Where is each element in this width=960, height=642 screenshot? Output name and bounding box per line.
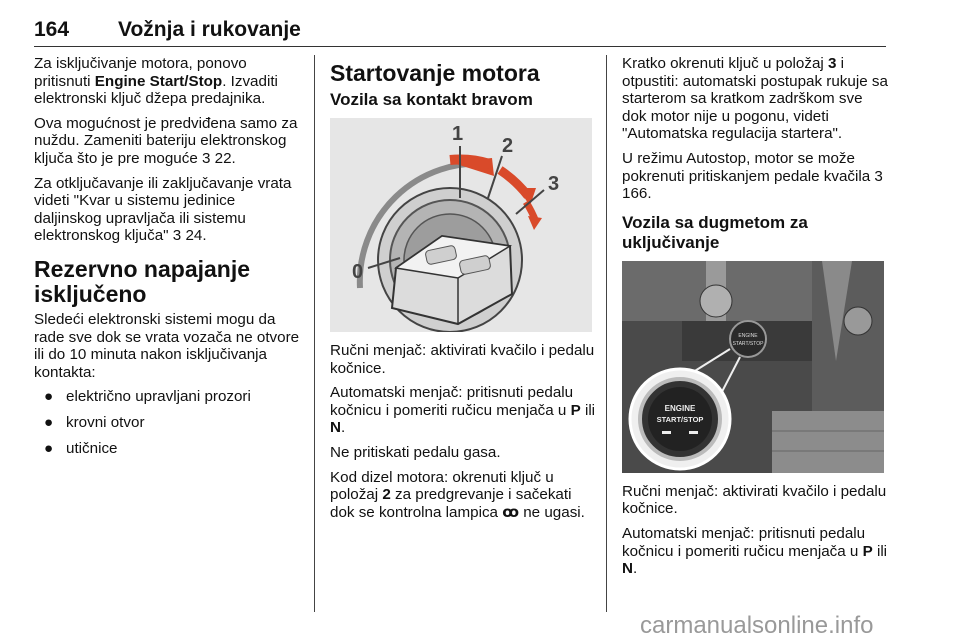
- paragraph-automatic: Automatski menjač: pritisnuti pedalu kočnicu i pomeriti ručicu menjača u P ili N.: [330, 384, 596, 437]
- paragraph-automatic: Automatski menjač: pritisnuti pedalu kočnicu i pomeriti ručicu menjača u P ili N.: [622, 524, 888, 578]
- page-title: Vožnja i rukovanje: [118, 18, 301, 41]
- page-reference[interactable]: 3 22.: [202, 149, 236, 167]
- button-label: ENGINE: [664, 403, 696, 413]
- paragraph-engine-off: Za isključivanje motora, ponovo pritisnuti Engine Start/Stop. Izvaditi elektronski ključ džepa predajnika.: [34, 55, 278, 108]
- bullet-icon: ●: [44, 413, 54, 431]
- column-left: [34, 55, 304, 465]
- page-reference[interactable]: 3 24.: [172, 227, 207, 245]
- page-header: [34, 0, 886, 47]
- list-item: ● utičnice: [44, 439, 118, 457]
- paragraph-manual: Ručni menjač: aktivirati kvačilo i pedalu kočnice.: [330, 342, 595, 377]
- paragraph-unlock: Za otključavanje ili zaključavanje vrata videti "Kvar u sistemu jedinice daljinskog upravljača ili sistemu elektronskog ključa" 3 24.: [34, 174, 292, 245]
- position-label: 0: [352, 261, 364, 283]
- svg-text:ENGINE: ENGINE: [738, 332, 758, 339]
- paragraph-manual: Ručni menjač: aktivirati kvačilo i pedalu kočnice.: [622, 482, 887, 518]
- page-number: 164: [34, 18, 70, 41]
- bullet-icon: ●: [44, 388, 54, 406]
- page-reference[interactable]: 3 166.: [622, 167, 883, 203]
- position-label: 2: [502, 135, 514, 157]
- paragraph-no-gas: Ne pritiskati pedalu gasa.: [330, 443, 501, 461]
- button-label: START/STOP: [656, 414, 704, 424]
- paragraph-turn-key: Kratko okrenuti ključ u položaj 3 i otpustiti: automatski postupak rukuje sa starterom sa kratkom zadrškom sve dok motor nije u pogonu, videti "Automatska regulacija startera".: [622, 55, 888, 143]
- paragraph-autostop: U režimu Autostop, motor se može pokrenuti pritiskanjem pedale kvačila 3 166.: [622, 149, 883, 203]
- svg-text:START/STOP: START/STOP: [732, 340, 764, 347]
- ignition-key-illustration: [330, 118, 592, 332]
- position-label: 3: [548, 173, 560, 195]
- column-divider-1: [314, 55, 315, 612]
- paragraph-systems: Sledeći elektronski sistemi mogu da rade sve dok se vrata vozača ne otvore ili do 10 minuta nakon isključivanja kontakta:: [34, 310, 300, 381]
- start-button-photo: [622, 261, 884, 473]
- column-middle: [330, 55, 600, 528]
- glow-plug-icon: ꝏ: [502, 503, 520, 521]
- section-heading-start-engine: Startovanje motora: [330, 60, 540, 86]
- list-item: ● električno upravljani prozori: [44, 388, 251, 406]
- column-divider-2: [606, 55, 607, 612]
- list-item: ● krovni otvor: [44, 413, 145, 431]
- position-label: 1: [452, 123, 464, 145]
- subheading-start-button: Vozila sa dugmetom za uključivanje: [622, 212, 808, 252]
- column-right: [622, 55, 888, 585]
- paragraph-emergency: Ova mogućnost je predviđena samo za nuždu. Zameniti bateriju elektronskog ključa što je pre moguće 3 22.: [34, 114, 298, 167]
- subheading-ignition-key: Vozila sa kontakt bravom: [330, 90, 533, 109]
- bullet-icon: ●: [44, 439, 54, 457]
- paragraph-diesel: Kod dizel motora: okrenuti ključ u položaj 2 za predgrevanje i sačekati dok se kontrolna lampica ꝏ ne ugasi.: [330, 468, 585, 521]
- section-heading-backup-power: Rezervno napajanje isključeno: [34, 255, 251, 307]
- systems-list: [34, 388, 304, 457]
- watermark: carmanualsonline.info: [640, 612, 874, 639]
